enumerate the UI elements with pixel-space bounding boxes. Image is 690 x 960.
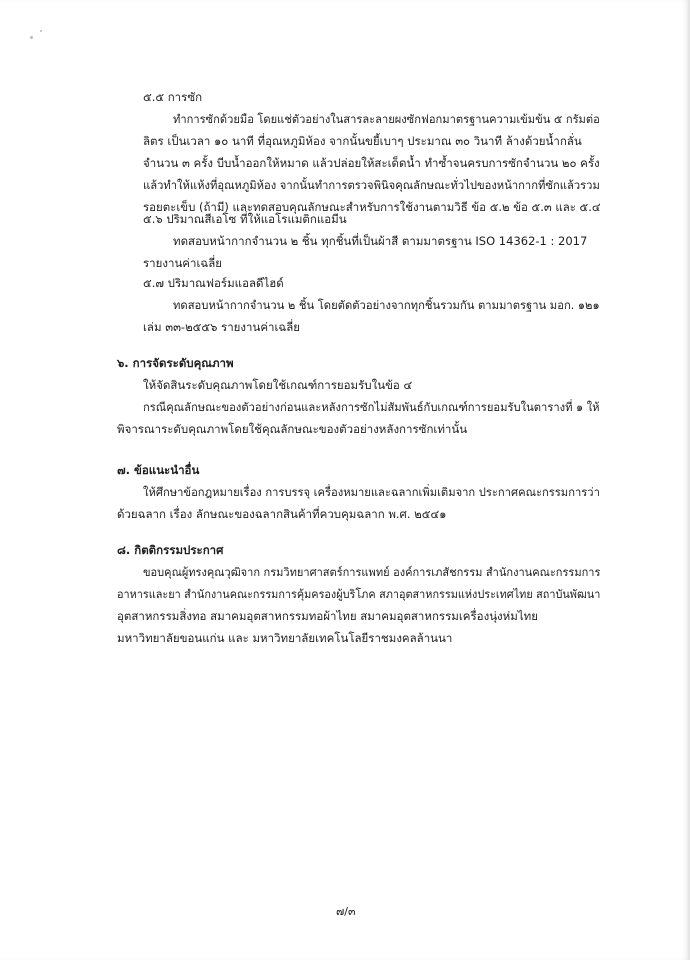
section-8-line: ขอบคุณผู้ทรงคุณวุฒิจาก กรมวิทยาศาสตร์การแพทย์ องค์การเภสัชกรรม สำนักงานคณะกรรมการ [143,565,601,579]
section-6-line: พิจารณาระดับคุณภาพโดยใช้คุณลักษณะของตัวอย่างหลังการซักเท่านั้น [117,422,468,436]
section-5-5-heading: ๕.๕ การซัก [143,90,203,104]
scan-speck [40,30,42,32]
section-7-line: ให้ศึกษาข้อกฎหมายเรื่อง การบรรจุ เครื่องหมายและฉลากเพิ่มเติมจาก ประกาศคณะกรรมการว่า [143,485,600,499]
section-5-5-line: ทำการซักด้วยมือ โดยแช่ตัวอย่างในสารละลายผงซักฟอกมาตรฐานความเข้มข้น ๕ กรัมต่อ [173,112,600,126]
section-5-7-heading: ๕.๗ ปริมาณฟอร์มแอลดีไฮด์ [143,276,284,290]
page-number: ๗/๓ [336,905,356,918]
section-5-7-line: เล่ม ๓๓-๒๕๕๖ รายงานค่าเฉลี่ย [143,320,301,334]
section-8-line: อุตสาหกรรมสิ่งทอ สมาคมอุตสาหกรรมทอผ้าไทย สมาคมอุตสาหกรรมเครื่องนุ่งห่มไทย [117,609,538,623]
section-5-5-line: จำนวน ๓ ครั้ง บีบน้ำออกให้หมาด แล้วปล่อยให้สะเด็ดน้ำ ทำซ้ำจนครบการซักจำนวน ๒๐ ครั้ง [143,156,600,170]
section-6-heading: ๖. การจัดระดับคุณภาพ [117,356,234,370]
section-7-heading: ๗. ข้อแนะนำอื่น [117,463,200,477]
section-5-5-line: ลิตร เป็นเวลา ๑๐ นาที ที่อุณหภูมิห้อง จากนั้นขยี้เบาๆ ประมาณ ๓๐ วินาที ล้างด้วยน้ำกลั่น [143,134,582,148]
section-5-6-line: รายงานค่าเฉลี่ย [143,256,223,270]
scan-speck [30,36,33,39]
section-7-line: ด้วยฉลาก เรื่อง ลักษณะของฉลากสินค้าที่ควบคุมฉลาก พ.ศ. ๒๕๔๑ [117,507,447,521]
section-5-6-line: ทดสอบหน้ากากจำนวน ๒ ชิ้น ทุกชิ้นที่เป็นผ้าสี ตามมาตรฐาน ISO 14362-1 : 2017 [173,234,588,248]
section-6-line: ให้จัดสินระดับคุณภาพโดยใช้เกณฑ์การยอมรับในข้อ ๔ [143,378,413,392]
section-5-5-line: แล้วทำให้แห้งที่อุณหภูมิห้อง จากนั้นทำการตรวจพินิจคุณลักษณะทั่วไปของหน้ากากที่ซักแล้วรวม [143,178,600,192]
section-5-7-line: ทดสอบหน้ากากจำนวน ๒ ชิ้น โดยตัดตัวอย่างจากทุกชิ้นรวมกัน ตามมาตรฐาน มอก. ๑๒๑ [173,298,600,312]
section-6-line: กรณีคุณลักษณะของตัวอย่างก่อนและหลังการซักไม่สัมพันธ์กับเกณฑ์การยอมรับในตารางที่ ๑ ให้ [143,400,600,414]
section-8-heading: ๘. กิตติกรรมประกาศ [117,543,224,557]
section-5-5-line: รอยตะเข็บ (ถ้ามี) และทดสอบคุณลักษณะสำหรับการใช้งานตามวิธี ข้อ ๕.๒ ข้อ ๕.๓ และ ๕.๔ [143,200,601,214]
section-8-line: อาหารและยา สำนักงานคณะกรรมการคุ้มครองผู้บริโภค สภาอุตสาหกรรมแห่งประเทศไทย สถาบันพัฒนา [117,587,601,601]
section-5-6-heading: ๕.๖ ปริมาณสีเอโซ ที่ให้แอโรแมติกแอมีน [143,212,347,226]
section-8-line: มหาวิทยาลัยขอนแก่น และ มหาวิทยาลัยเทคโนโลยีราชมงคลล้านนา [117,631,453,645]
